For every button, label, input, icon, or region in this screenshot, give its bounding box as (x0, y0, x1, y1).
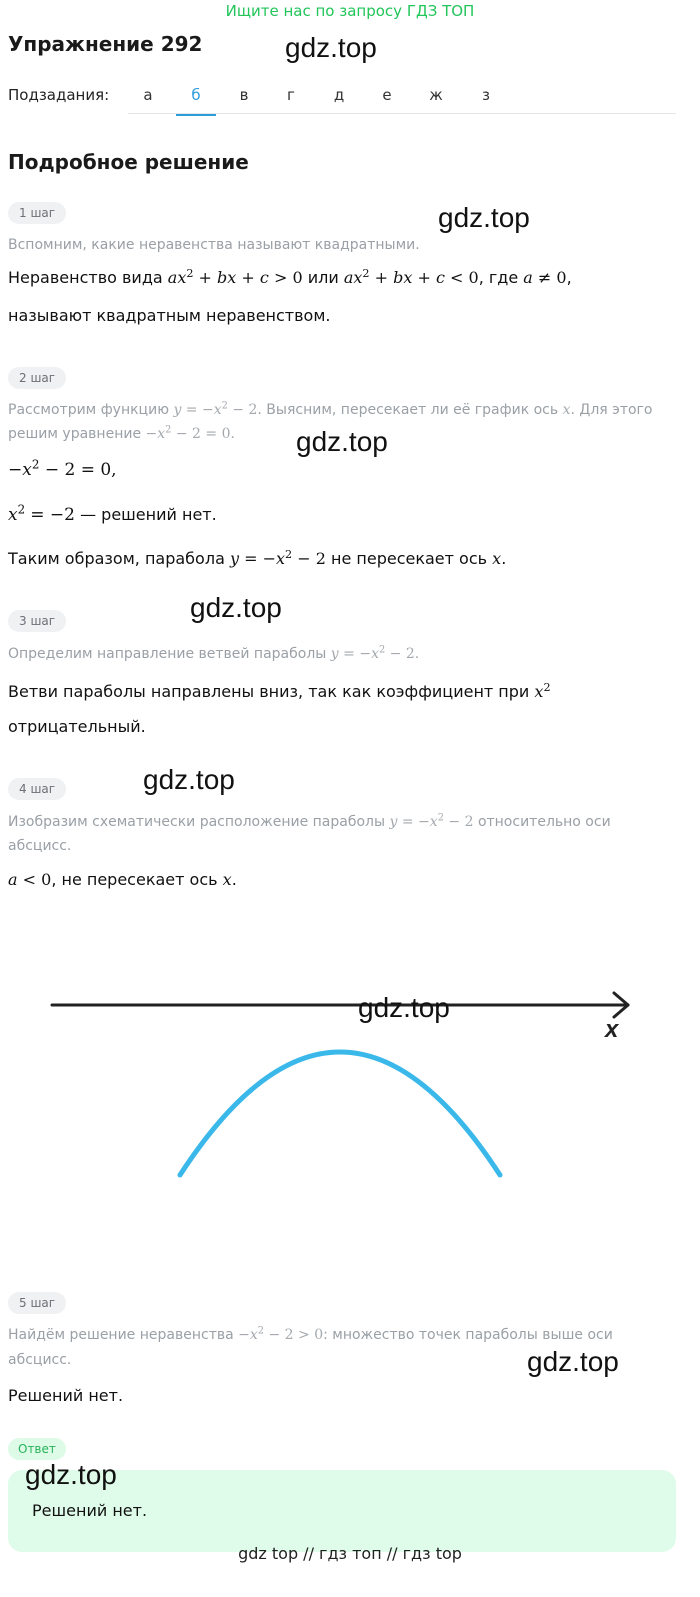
step-5-hint-2: абсцисс. (8, 1352, 72, 1368)
step-2-hint-line-2 (8, 422, 235, 446)
step-3-line-1 (8, 682, 551, 701)
step-5-badge: 5 шаг (8, 1292, 66, 1314)
formula: 2 > 0 (284, 1327, 324, 1343)
tab-e[interactable]: е (382, 86, 392, 104)
formula: 2. (405, 646, 420, 662)
step-2-line-2 (8, 502, 217, 525)
tab-v[interactable]: в (239, 86, 249, 104)
step-3-text-1: Ветви параболы направлены вниз, так как коэффициент при (8, 682, 530, 701)
formula: a (523, 268, 533, 287)
step-3-hint-line (8, 642, 419, 666)
formula: x (492, 549, 502, 568)
step-4-hint-b: относительно оси (477, 814, 611, 830)
step-1-text-a: Неравенство вида (8, 268, 163, 287)
formula: $y = -x^2$ − (229, 547, 316, 568)
footer-links[interactable]: gdz top // гдз топ // гдз top (238, 1544, 462, 1563)
formula: ≠ 0 (537, 268, 567, 287)
tab-a[interactable]: а (143, 86, 153, 104)
watermark: gdz.top (296, 426, 388, 457)
formula: $-x^2$ − (8, 457, 65, 480)
formula: $-x^2$ − (238, 1325, 285, 1343)
watermark: gdz.top (527, 1346, 619, 1377)
formula: $x^2$ (534, 680, 551, 701)
step-4-hint-2: абсцисс. (8, 838, 72, 854)
step-5-text: Решений нет. (8, 1386, 124, 1405)
step-1-text-c: , где (478, 268, 519, 287)
step-4-hint-line-1 (8, 810, 611, 834)
step-5-hint-b: : множество точек параболы выше оси (323, 1327, 613, 1343)
step-1-text-b: или (307, 268, 339, 287)
formula: a (8, 870, 18, 889)
watermark: gdz.top (438, 202, 530, 233)
watermark: gdz.top (190, 592, 282, 623)
formula: = −2 (30, 505, 75, 525)
solution-heading: Подробное решение (8, 150, 249, 174)
step-4-hint-a: Изобразим схематически расположение параболы (8, 814, 386, 830)
step-1-definition (8, 268, 572, 287)
step-1-badge: 1 шаг (8, 202, 66, 224)
formula: $y = -x^2$ − (389, 812, 465, 830)
parabola-curve (180, 1052, 500, 1175)
tab-z[interactable]: з (482, 86, 490, 104)
watermark: gdz.top (143, 764, 235, 795)
search-banner: Ищите нас по запросу ГДЗ ТОП (225, 2, 475, 20)
step-2-hint-a: Рассмотрим функцию (8, 402, 169, 418)
formula: $-x^2$ − (145, 424, 193, 442)
formula: $x^2$ (8, 502, 26, 525)
watermark: gdz.top (285, 32, 377, 63)
formula: 2 = 0. (192, 426, 235, 442)
formula: < 0 (22, 870, 52, 889)
step-2-hint-b: . Выясним, пересекает ли её график ось (257, 402, 559, 418)
parabola-graph (0, 960, 700, 1220)
step-2-line-3a: Таким образом, парабола (8, 549, 225, 568)
step-3-text-2: отрицательный. (8, 717, 146, 736)
step-2-line-3: Таким образом, парабола $y = -x^2 - 2$ не пересекает ось x. (8, 547, 507, 568)
subtasks-label: Подзадания: (8, 86, 110, 104)
step-2-hint-c: . Для этого (570, 402, 653, 418)
step-5-hint-a: Найдём решение неравенства (8, 1327, 234, 1343)
formula: $ax^2$ + bx + c (167, 266, 269, 287)
formula: $ax^2$ + bx + c (343, 266, 445, 287)
step-2-equation (8, 457, 117, 480)
formula: $y = -x^2$ − (173, 400, 249, 418)
step-4-text: , не пересекает ось (51, 870, 218, 889)
step-2-line-2-text: — решений нет. (80, 505, 217, 524)
formula: < 0 (450, 268, 479, 287)
step-1-text-d: , (566, 268, 572, 287)
step-1-text-2: называют квадратным неравенством. (8, 306, 331, 325)
page-title: Упражнение 292 (8, 32, 203, 56)
step-3-hint: Определим направление ветвей параболы (8, 646, 327, 662)
step-4-badge: 4 шаг (8, 778, 66, 800)
tab-d[interactable]: д (333, 86, 345, 104)
formula: x (562, 402, 571, 418)
tab-b[interactable]: б (176, 86, 216, 116)
watermark: gdz.top (25, 1459, 117, 1490)
step-2-badge: 2 шаг (8, 367, 66, 389)
step-2-hint-2: решим уравнение (8, 426, 142, 442)
x-axis-label: x (605, 1016, 619, 1043)
step-4-line: a < 0, не пересекает ось x. (8, 870, 237, 889)
formula: x (222, 870, 232, 889)
step-2-hint (8, 398, 652, 422)
tab-zh[interactable]: ж (429, 86, 443, 104)
formula: 2 (248, 402, 258, 418)
step-1-hint: Вспомним, какие неравенства называют квадратными. (8, 237, 420, 253)
formula: 2 = 0, (64, 460, 117, 480)
formula: 2 (464, 814, 474, 830)
step-2-line-3b: не пересекает ось (331, 549, 488, 568)
step-3-badge: 3 шаг (8, 610, 66, 632)
watermark: gdz.top (358, 992, 450, 1023)
formula: $y = -x^2$ − (330, 644, 406, 662)
tab-g[interactable]: г (287, 86, 295, 104)
step-5-hint-line-1 (8, 1323, 613, 1347)
answer-text: Решений нет. (32, 1501, 148, 1520)
formula: > 0 (273, 268, 303, 287)
formula: 2 (315, 549, 326, 568)
answer-badge: Ответ (8, 1438, 66, 1460)
